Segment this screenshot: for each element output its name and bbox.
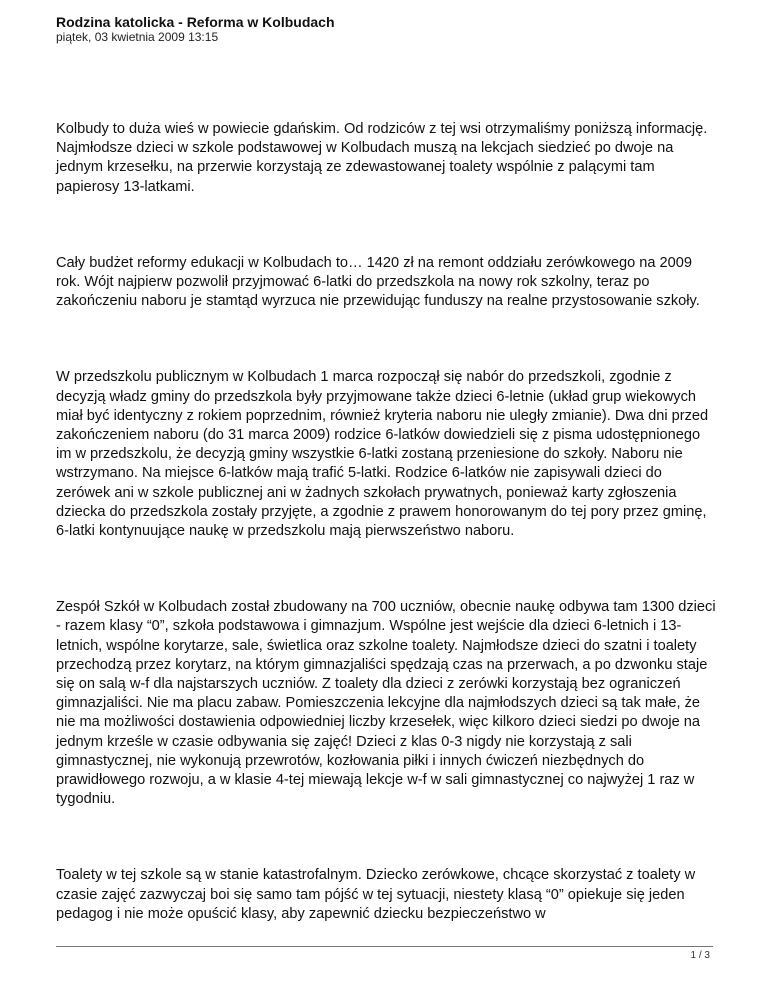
document-header xyxy=(56,14,335,45)
document-title: Rodzina katolicka - Reforma w Kolbudach xyxy=(56,14,335,30)
paragraph-1: Kolbudy to duża wieś w powiecie gdańskim. Od rodziców z tej wsi otrzymaliśmy poniższą informację. Najmłodsze dzieci w szkole podstawowej w Kolbudach muszą na lekcjach siedzieć po dwoje na jednym krzesełku, na przerwie korzystają ze zdewastowanej toalety wspólnie z palącymi tam papierosy 13-latkami. xyxy=(56,121,708,195)
article-body xyxy=(56,120,716,924)
paragraph-2: Cały budżet reformy edukacji w Kolbudach to… 1420 zł na remont oddziału zerówkowego na 2009 rok. Wójt najpierw pozwolił przyjmować 6-latki do przedszkola na nowy rok szkolny, teraz po zakończeniu naboru je stamtąd wyrzuca nie przewidując funduszy na realne przystosowanie szkoły. xyxy=(56,254,700,310)
paragraph-3: W przedszkolu publicznym w Kolbudach 1 marca rozpoczął się nabór do przedszkoli, zgodnie z decyzją władz gminy do przedszkola były przyjmowane także dzieci 6-letnie (układ grup wiekowych miał być identyczny z rokiem poprzednim, również kryteria naboru nie uległy zmianie). Dwa dni przed zakończeniem naboru (do 31 marca 2009) rodzice 6-latków dowiedzieli się z pisma udostępnionego im w przedszkolu, że decyzją gminy wszystkie 6-latki zostaną przeniesione do szkoły. Naboru nie wstrzymano. Na miejsce 6-latków mają trafić 5-latki. Rodzice 6-latków nie zapisywali dzieci do zerówek ani w szkole publicznej ani w żadnych szkołach prywatnych, ponieważ karty zgłoszenia dziecka do przedszkola zostały przyjęte, a zgodnie z prawem honorowanym do tej pory przez gminę, 6-latki kontynuujące naukę w przedszkolu mają pierwszeństwo naboru. xyxy=(56,369,709,540)
paragraph-5: Toalety w tej szkole są w stanie katastrofalnym. Dziecko zerówkowe, chcące skorzystać z toalety w czasie zajęć zazwyczaj boi się samo tam pójść w tej sytuacji, niestety klasą “0” opiekuje się jeden pedagog i nie może opuścić klasy, aby zapewnić dziecku bezpieczeństwo w xyxy=(56,867,696,922)
paragraph-4: Zespół Szkół w Kolbudach został zbudowany na 700 uczniów, obecnie naukę odbywa tam 1300 dzieci - razem klasy “0”, szkoła podstawowa i gimnazjum. Wspólne jest wejście dla dzieci 6-letnich i 13-letnich, wspólne korytarze, sale, świetlica oraz szkolne toalety. Najmłodsze dzieci do szatni i toalety przechodzą przez korytarz, na którym gimnazjaliści spędzają czas na przerwach, a po dzwonku staje się on salą w-f dla najstarszych uczniów. Z toalety dla dzieci z zerówki korzystają bez ograniczeń gimnazjaliści. Nie ma placu zabaw. Pomieszczenia lekcyjne dla najmłodszych dzieci są tak małe, że nie ma możliwości dostawienia odpowiedniej liczby krzesełek, więc kilkoro dzieci siedzi po dwoje na jednym krześle w czasie odbywania się zajęć! Dzieci z klas 0-3 nigdy nie korzystają z sali gimnastycznej, nie wykonują przewrotów, kozłowania piłki i innych ćwiczeń niezbędnych do prawidłowego rozwoju, a w klasie 4-tej miewają lekcje w-f w sali gimnastycznej co najwyżej 1 raz w tygodniu. xyxy=(56,599,716,808)
publication-date: piątek, 03 kwietnia 2009 13:15 xyxy=(56,30,219,44)
footer-divider xyxy=(56,946,713,947)
page-number: 1 / 3 xyxy=(690,950,710,961)
